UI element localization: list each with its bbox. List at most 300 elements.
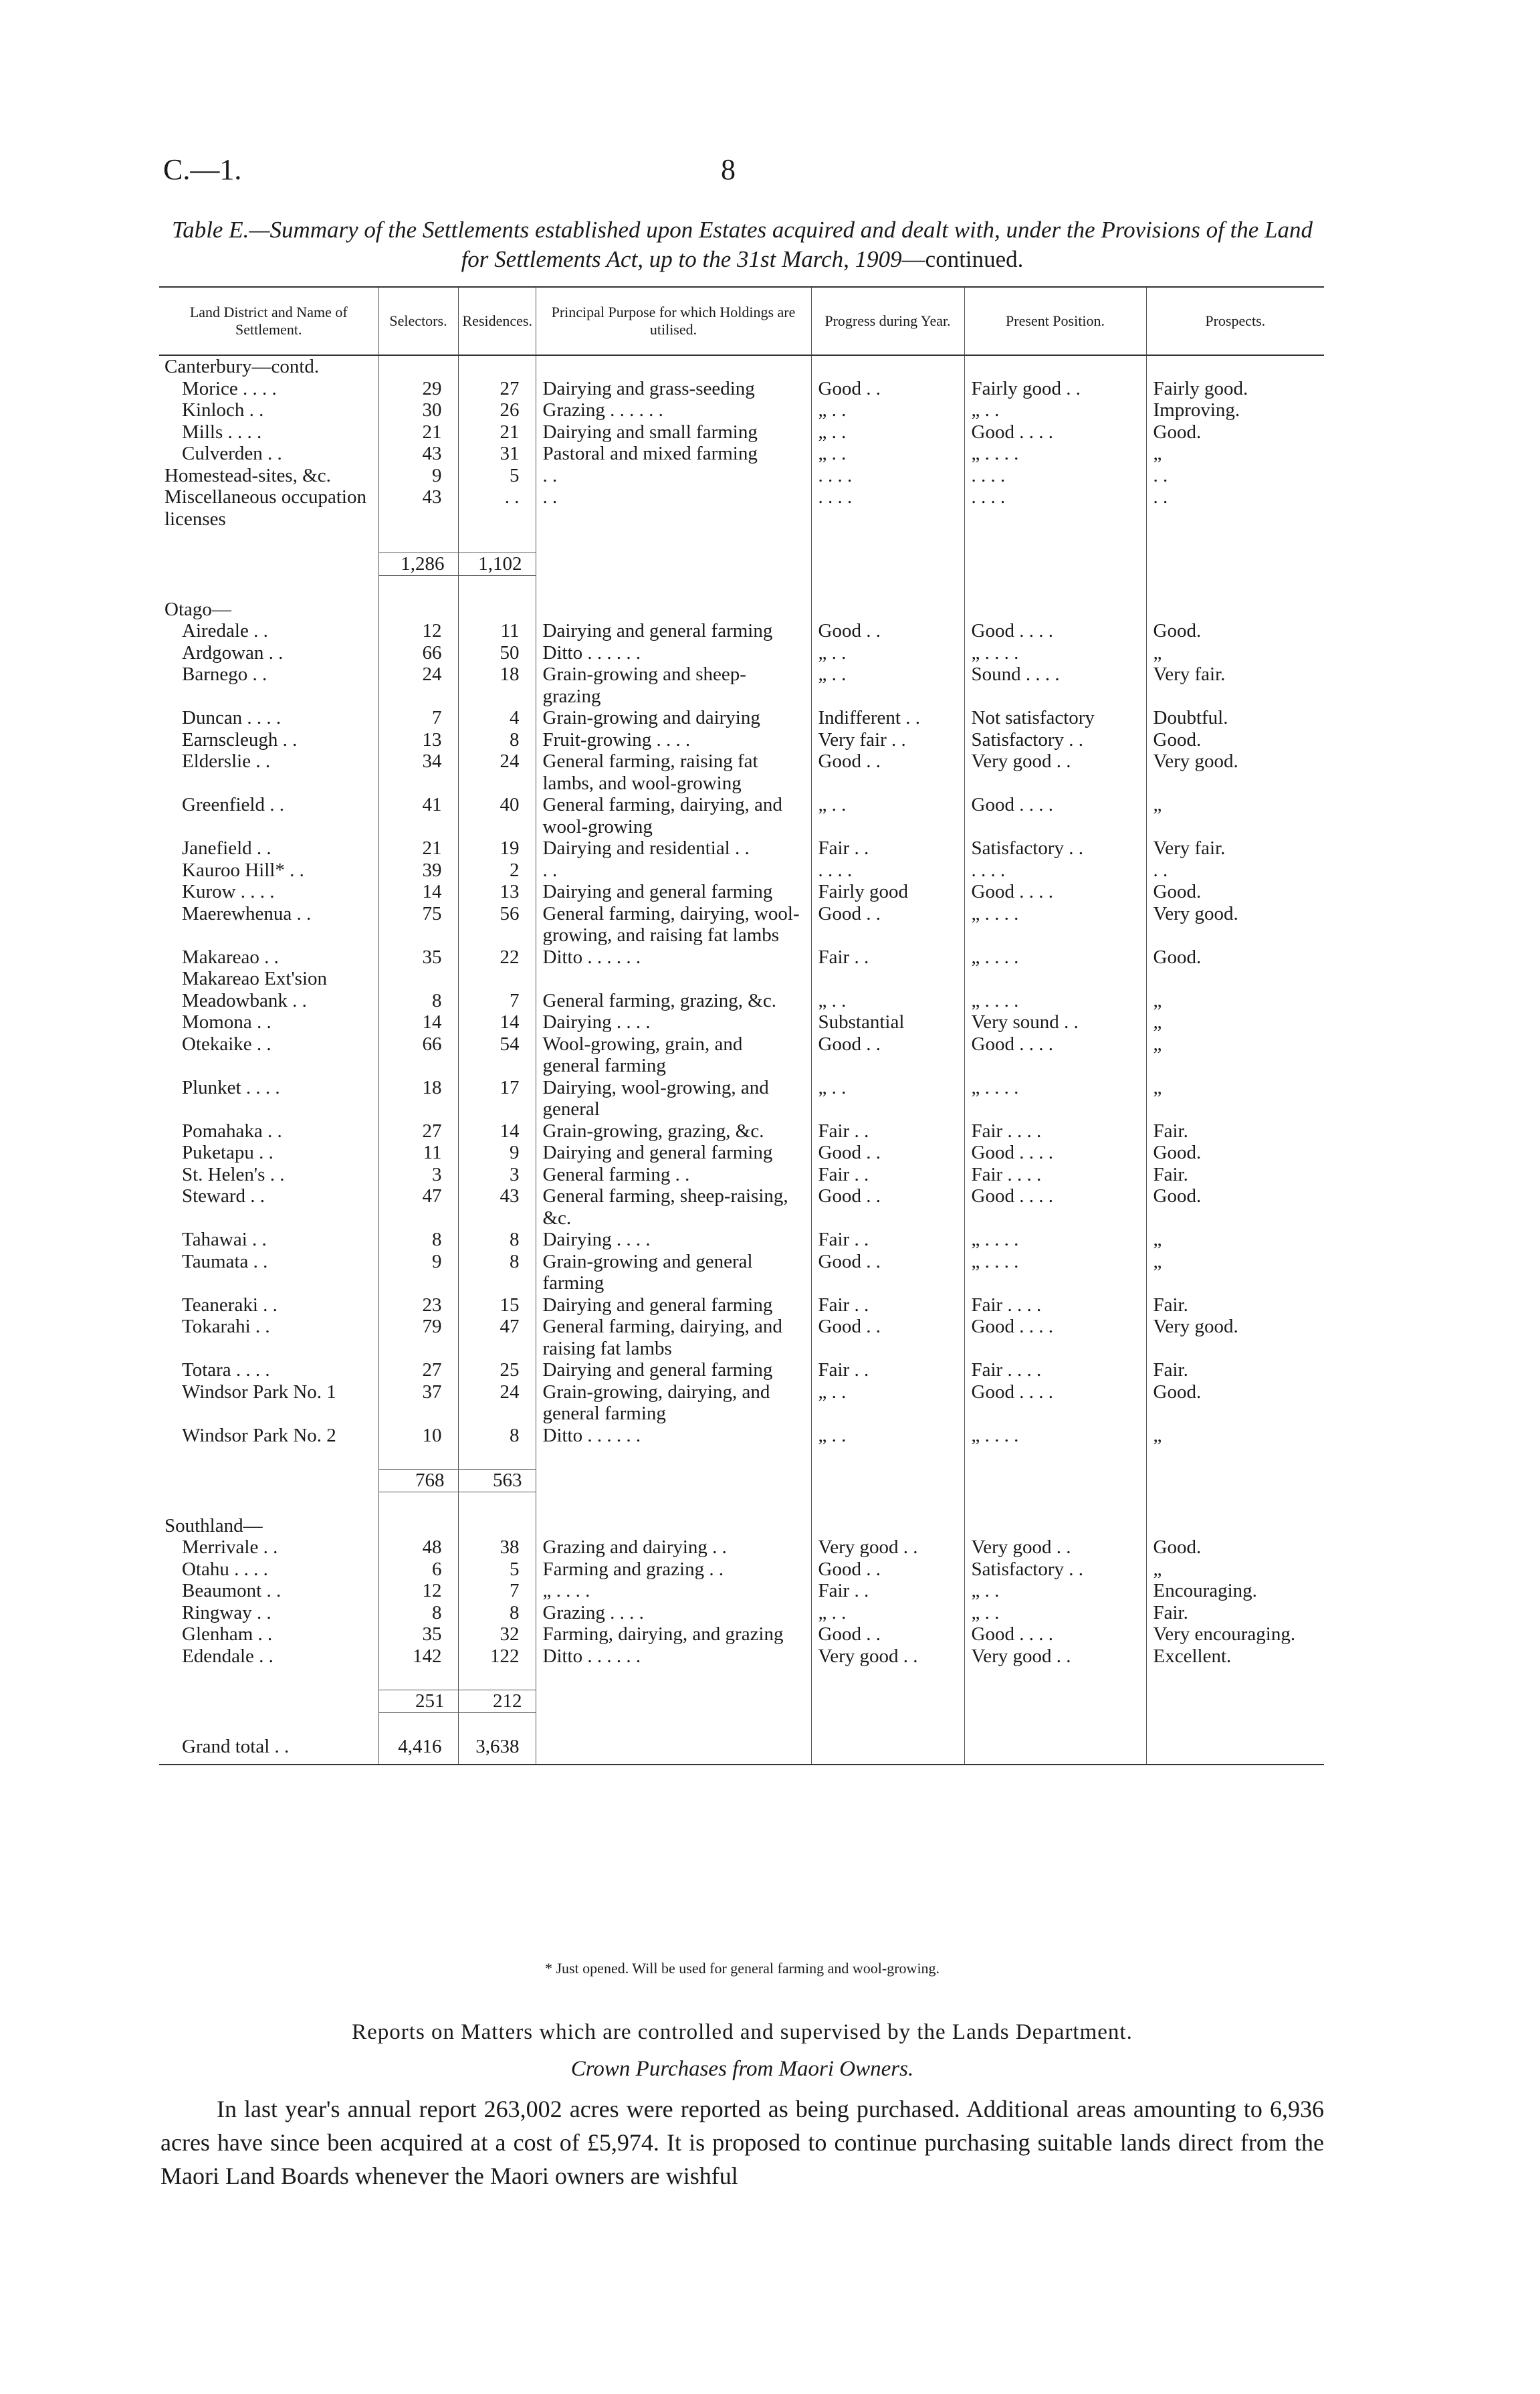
selectors-cell: 47 [378,1185,458,1229]
progress-cell: „ . . [811,443,964,465]
empty-cell [378,530,458,553]
residences-cell: 21 [458,421,536,443]
empty-cell [536,1515,811,1537]
table-row [159,664,1324,707]
empty-cell [378,1515,458,1537]
prospects-cell: „ [1153,443,1162,464]
settlements-table [159,286,1324,1765]
progress-cell: „ . . [811,1077,964,1120]
progress-cell: „ . . [811,399,964,421]
district-name: Otago— [159,599,378,621]
settlement-name: Makareao . . [159,946,378,969]
position-cell: Satisfactory . . [964,729,1146,751]
purpose-cell: Dairying . . . . [536,1011,811,1033]
subtotal-row [159,553,1324,576]
position-cell: Very good . . [964,751,1146,794]
purpose-cell: General farming, dairying, and wool-growing [536,794,811,837]
table-row [159,1164,1324,1186]
table-row [159,421,1324,443]
position-cell: . . . . [964,465,1146,487]
empty-cell [536,1470,811,1492]
settlement-name: Windsor Park No. 2 [159,1425,378,1447]
purpose-cell: General farming, dairying, and raising fat lambs [536,1316,811,1359]
position-cell: Fair . . . . [964,1164,1146,1186]
progress-cell: „ . . [811,421,964,443]
selectors-cell: 14 [378,881,458,903]
district-name: Southland— [159,1515,378,1537]
prospects-cell: Good. [1153,1185,1202,1207]
empty-cell [964,1470,1146,1492]
prospects-cell: Fair. [1153,1601,1188,1623]
column-header: Selectors. [378,287,458,355]
selectors-cell: 75 [378,903,458,946]
empty-cell [1146,1736,1324,1758]
spacer-row [159,575,1324,599]
residences-cell: 47 [458,1316,536,1359]
table-label: Table E. [171,217,249,243]
selectors-cell: 11 [378,1142,458,1164]
purpose-cell: Dairying and grass-seeding [536,378,811,400]
empty-cell [1146,1492,1324,1515]
progress-cell: Good . . [811,620,964,642]
position-cell: „ . . . . [964,1425,1146,1447]
selectors-cell: 12 [378,620,458,642]
settlement-name: Makareao Ext'sion [159,968,378,990]
purpose-cell: General farming, sheep-raising, &c. [536,1185,811,1229]
selectors-cell: 39 [378,860,458,882]
purpose-cell: Dairying, wool-growing, and general [536,1077,811,1120]
progress-cell: Fair . . [811,1229,964,1251]
purpose-cell: Dairying and general farming [536,1142,811,1164]
table-row [159,1120,1324,1142]
prospects-cell: Good. [1153,946,1202,968]
empty-cell [964,1690,1146,1713]
prospects-cell: Good. [1153,1381,1202,1403]
purpose-cell: Ditto . . . . . . [536,1645,811,1668]
empty-cell [378,1667,458,1690]
progress-cell: Fair . . [811,1359,964,1381]
empty-cell [811,530,964,553]
progress-cell: „ . . [811,664,964,707]
settlement-name: Morice . . . . [159,378,378,400]
empty-cell [458,1446,536,1470]
residences-cell: 14 [458,1011,536,1033]
residences-cell: 14 [458,1120,536,1142]
empty-cell [378,599,458,621]
prospects-cell: Very fair. [1153,664,1226,685]
position-cell: Fair . . . . [964,1120,1146,1142]
table-row [159,1294,1324,1316]
residences-cell: 15 [458,1294,536,1316]
settlement-name: Kinloch . . [159,399,378,421]
table-row [159,1077,1324,1120]
purpose-cell: . . [536,465,811,487]
selectors-cell: 24 [378,664,458,707]
column-header: Prospects. [1146,287,1324,355]
table-bottom-rule [159,1757,1324,1765]
empty-cell [1146,1667,1324,1690]
prospects-cell: „ [1153,989,1162,1011]
settlement-name: Ardgowan . . [159,642,378,664]
purpose-cell: Grazing and dairying . . [536,1536,811,1559]
prospects-cell: Very good. [1153,751,1238,772]
empty-cell [1146,355,1324,378]
progress-cell: Substantial [811,1011,964,1033]
settlement-name: Ringway . . [159,1602,378,1624]
settlement-name: Culverden . . [159,443,378,465]
settlement-name: St. Helen's . . [159,1164,378,1186]
table-row [159,860,1324,882]
purpose-cell: General farming, dairying, wool-growing, and raising fat lambs [536,903,811,946]
selectors-cell: 142 [378,1645,458,1668]
settlement-name: Greenfield . . [159,794,378,837]
table-row [159,1316,1324,1359]
settlement-name: Steward . . [159,1185,378,1229]
empty-cell [536,1712,811,1736]
progress-cell [811,968,964,990]
residences-cell: 27 [458,378,536,400]
purpose-cell: Grain-growing, grazing, &c. [536,1120,811,1142]
selectors-cell: 34 [378,751,458,794]
residences-cell: 26 [458,399,536,421]
position-cell: Good . . . . [964,881,1146,903]
empty-cell [811,1757,964,1765]
prospects-cell: Fairly good. [1153,377,1248,399]
position-cell: „ . . . . [964,642,1146,664]
district-row [159,599,1324,621]
table-row [159,751,1324,794]
selectors-cell: 48 [378,1536,458,1559]
prospects-cell: Fair. [1153,1120,1188,1142]
settlement-name: Taumata . . [159,1251,378,1294]
empty-cell [159,553,378,576]
empty-cell [964,553,1146,576]
position-cell: „ . . [964,399,1146,421]
subtotal-row [159,1470,1324,1492]
empty-cell [1146,575,1324,599]
settlement-name: Plunket . . . . [159,1077,378,1120]
table-row [159,837,1324,860]
settlement-name: Miscellaneous occupation licenses [159,486,378,530]
position-cell: „ . . . . [964,946,1146,969]
settlement-name: Kauroo Hill* . . [159,860,378,882]
empty-cell [536,575,811,599]
district-name: Canterbury—contd. [159,355,378,378]
progress-cell: Good . . [811,1185,964,1229]
progress-cell: Fairly good [811,881,964,903]
empty-cell [964,1757,1146,1765]
residences-cell: 5 [458,465,536,487]
residences-cell: 8 [458,729,536,751]
settlement-name: Otahu . . . . [159,1559,378,1581]
selectors-cell: 3 [378,1164,458,1186]
prospects-cell: „ [1153,1011,1162,1033]
position-cell [964,968,1146,990]
position-cell: Good . . . . [964,1033,1146,1077]
position-cell: Good . . . . [964,620,1146,642]
empty-cell [811,575,964,599]
document-reference: C.—1. [163,153,242,186]
settlement-name: Duncan . . . . [159,707,378,729]
residences-cell: 32 [458,1623,536,1645]
residences-cell: 24 [458,1381,536,1425]
position-cell: „ . . . . [964,903,1146,946]
purpose-cell: Ditto . . . . . . [536,642,811,664]
purpose-cell: Pastoral and mixed farming [536,443,811,465]
selectors-cell [378,968,458,990]
grand-total-residences: 3,638 [458,1736,536,1758]
position-cell: . . . . [964,860,1146,882]
table-header-row [159,287,1324,355]
table-row [159,1185,1324,1229]
residences-cell: 3 [458,1164,536,1186]
purpose-cell: „ . . . . [536,1580,811,1602]
position-cell: Fairly good . . [964,378,1146,400]
progress-cell: „ . . [811,1425,964,1447]
table-row [159,1425,1324,1447]
progress-cell: Good . . [811,1316,964,1359]
empty-cell [378,575,458,599]
empty-cell [964,355,1146,378]
position-cell: Sound . . . . [964,664,1146,707]
empty-cell [159,1470,378,1492]
selectors-cell: 12 [378,1580,458,1602]
empty-cell [159,1757,378,1765]
empty-cell [1146,1712,1324,1736]
residences-cell: 11 [458,620,536,642]
empty-cell [536,1736,811,1758]
purpose-cell: . . [536,860,811,882]
table-row [159,903,1324,946]
selectors-cell: 27 [378,1359,458,1381]
prospects-cell: Excellent. [1153,1645,1232,1667]
empty-cell [536,1667,811,1690]
position-cell: „ . . . . [964,443,1146,465]
purpose-cell: Grain-growing and sheep-grazing [536,664,811,707]
prospects-cell: Good. [1153,1536,1202,1558]
selectors-cell: 8 [378,990,458,1012]
empty-cell [964,1667,1146,1690]
table-row [159,1381,1324,1425]
prospects-cell: „ [1153,1033,1162,1055]
position-cell: Satisfactory . . [964,837,1146,860]
grand-total-selectors: 4,416 [378,1736,458,1758]
position-cell: Fair . . . . [964,1359,1146,1381]
subtotal-row [159,1690,1324,1713]
selectors-cell: 30 [378,399,458,421]
residences-cell: 8 [458,1229,536,1251]
column-header: Progress during Year. [811,287,964,355]
empty-cell [811,1470,964,1492]
progress-cell: Very fair . . [811,729,964,751]
subtotal-residences: 563 [458,1470,536,1492]
purpose-cell: Grain-growing and dairying [536,707,811,729]
position-cell: Fair . . . . [964,1294,1146,1316]
table-row [159,729,1324,751]
purpose-cell: Dairying and general farming [536,881,811,903]
purpose-cell: Farming and grazing . . [536,1559,811,1581]
prospects-cell: . . [1153,464,1168,486]
progress-cell: Very good . . [811,1536,964,1559]
selectors-cell: 35 [378,1623,458,1645]
settlement-name: Beaumont . . [159,1580,378,1602]
empty-cell [159,530,378,553]
settlement-name: Mills . . . . [159,421,378,443]
empty-cell [1146,1515,1324,1537]
position-cell: . . . . [964,486,1146,530]
progress-cell: Fair . . [811,1580,964,1602]
table-row [159,1142,1324,1164]
prospects-cell: . . [1153,859,1168,881]
position-cell: „ . . . . [964,990,1146,1012]
empty-cell [536,1757,811,1765]
purpose-cell: General farming, grazing, &c. [536,990,811,1012]
settlement-name: Homestead-sites, &c. [159,465,378,487]
empty-cell [964,1515,1146,1537]
table-row [159,1645,1324,1668]
empty-cell [536,599,811,621]
empty-cell [1146,1690,1324,1713]
residences-cell: . . [458,486,536,530]
purpose-cell: Dairying and general farming [536,1294,811,1316]
prospects-cell: Fair. [1153,1163,1188,1185]
purpose-cell: Ditto . . . . . . [536,1425,811,1447]
empty-cell [458,1515,536,1537]
empty-cell [1146,1470,1324,1492]
position-cell: Good . . . . [964,1316,1146,1359]
residences-cell: 8 [458,1602,536,1624]
residences-cell: 54 [458,1033,536,1077]
subtotal-selectors: 251 [378,1690,458,1713]
spacer-row [159,1492,1324,1515]
position-cell: „ . . [964,1580,1146,1602]
position-cell: Good . . . . [964,421,1146,443]
progress-cell: Good . . [811,1559,964,1581]
empty-cell [1146,530,1324,553]
selectors-cell: 9 [378,465,458,487]
selectors-cell: 6 [378,1559,458,1581]
empty-cell [811,1446,964,1470]
residences-cell: 40 [458,794,536,837]
table-row [159,642,1324,664]
settlement-name: Meadowbank . . [159,990,378,1012]
prospects-cell: Improving. [1153,399,1240,421]
selectors-cell: 14 [378,1011,458,1033]
residences-cell: 13 [458,881,536,903]
empty-cell [1146,1757,1324,1765]
prospects-cell: „ [1153,1250,1162,1272]
position-cell: Very good . . [964,1645,1146,1668]
empty-cell [458,1757,536,1765]
empty-cell [458,1712,536,1736]
selectors-cell: 8 [378,1229,458,1251]
table-row [159,443,1324,465]
empty-cell [458,355,536,378]
purpose-cell: General farming . . [536,1164,811,1186]
progress-cell: Good . . [811,378,964,400]
empty-cell [458,1492,536,1515]
table-row [159,1229,1324,1251]
settlement-name: Tahawai . . [159,1229,378,1251]
position-cell: Very sound . . [964,1011,1146,1033]
empty-cell [159,1446,378,1470]
empty-cell [536,1690,811,1713]
spacer-row [159,530,1324,553]
spacer-row [159,1446,1324,1470]
purpose-cell: Fruit-growing . . . . [536,729,811,751]
empty-cell [811,355,964,378]
subtotal-selectors: 1,286 [378,553,458,576]
subtotal-selectors: 768 [378,1470,458,1492]
table-row [159,378,1324,400]
section-subheading: Crown Purchases from Maori Owners. [570,2057,914,2081]
table-title-suffix: —continued. [901,246,1024,272]
empty-cell [458,1667,536,1690]
position-cell: „ . . . . [964,1077,1146,1120]
empty-cell [159,1690,378,1713]
progress-cell: . . . . [811,860,964,882]
empty-cell [811,599,964,621]
residences-cell: 7 [458,990,536,1012]
selectors-cell: 35 [378,946,458,969]
residences-cell: 7 [458,1580,536,1602]
table-row [159,1251,1324,1294]
selectors-cell: 10 [378,1425,458,1447]
progress-cell: Good . . [811,1251,964,1294]
prospects-cell: Good. [1153,1142,1202,1163]
empty-cell [811,1667,964,1690]
residences-cell: 50 [458,642,536,664]
prospects-cell: Good. [1153,421,1202,443]
table-row [159,1623,1324,1645]
table-body [159,355,1324,1765]
residences-cell: 38 [458,1536,536,1559]
table-row [159,990,1324,1012]
prospects-cell: Very good. [1153,1316,1238,1337]
selectors-cell: 29 [378,378,458,400]
selectors-cell: 23 [378,1294,458,1316]
empty-cell [811,1492,964,1515]
empty-cell [964,1736,1146,1758]
progress-cell: Fair . . [811,1164,964,1186]
empty-cell [964,1712,1146,1736]
prospects-cell: Fair. [1153,1294,1188,1316]
purpose-cell [536,968,811,990]
position-cell: „ . . . . [964,1229,1146,1251]
table-row [159,465,1324,487]
empty-cell [378,355,458,378]
table-row [159,1536,1324,1559]
progress-cell: Indifferent . . [811,707,964,729]
grand-total-label: Grand total . . [159,1736,378,1758]
empty-cell [458,575,536,599]
empty-cell [536,1492,811,1515]
position-cell: Not satisfactory [964,707,1146,729]
table-title-text: —Summary of the Settlements established upon Estates acquired and dealt with, under the Provisions of the Land for Settlements Act, up to the 31st March, 1909 [249,217,1313,272]
spacer-row [159,1667,1324,1690]
selectors-cell: 21 [378,421,458,443]
purpose-cell: Dairying and residential . . [536,837,811,860]
empty-cell [536,553,811,576]
page-number: 8 [721,153,736,186]
residences-cell: 9 [458,1142,536,1164]
selectors-cell: 8 [378,1602,458,1624]
progress-cell: „ . . [811,794,964,837]
table-row [159,486,1324,530]
residences-cell: 24 [458,751,536,794]
selectors-cell: 13 [378,729,458,751]
empty-cell [811,1712,964,1736]
